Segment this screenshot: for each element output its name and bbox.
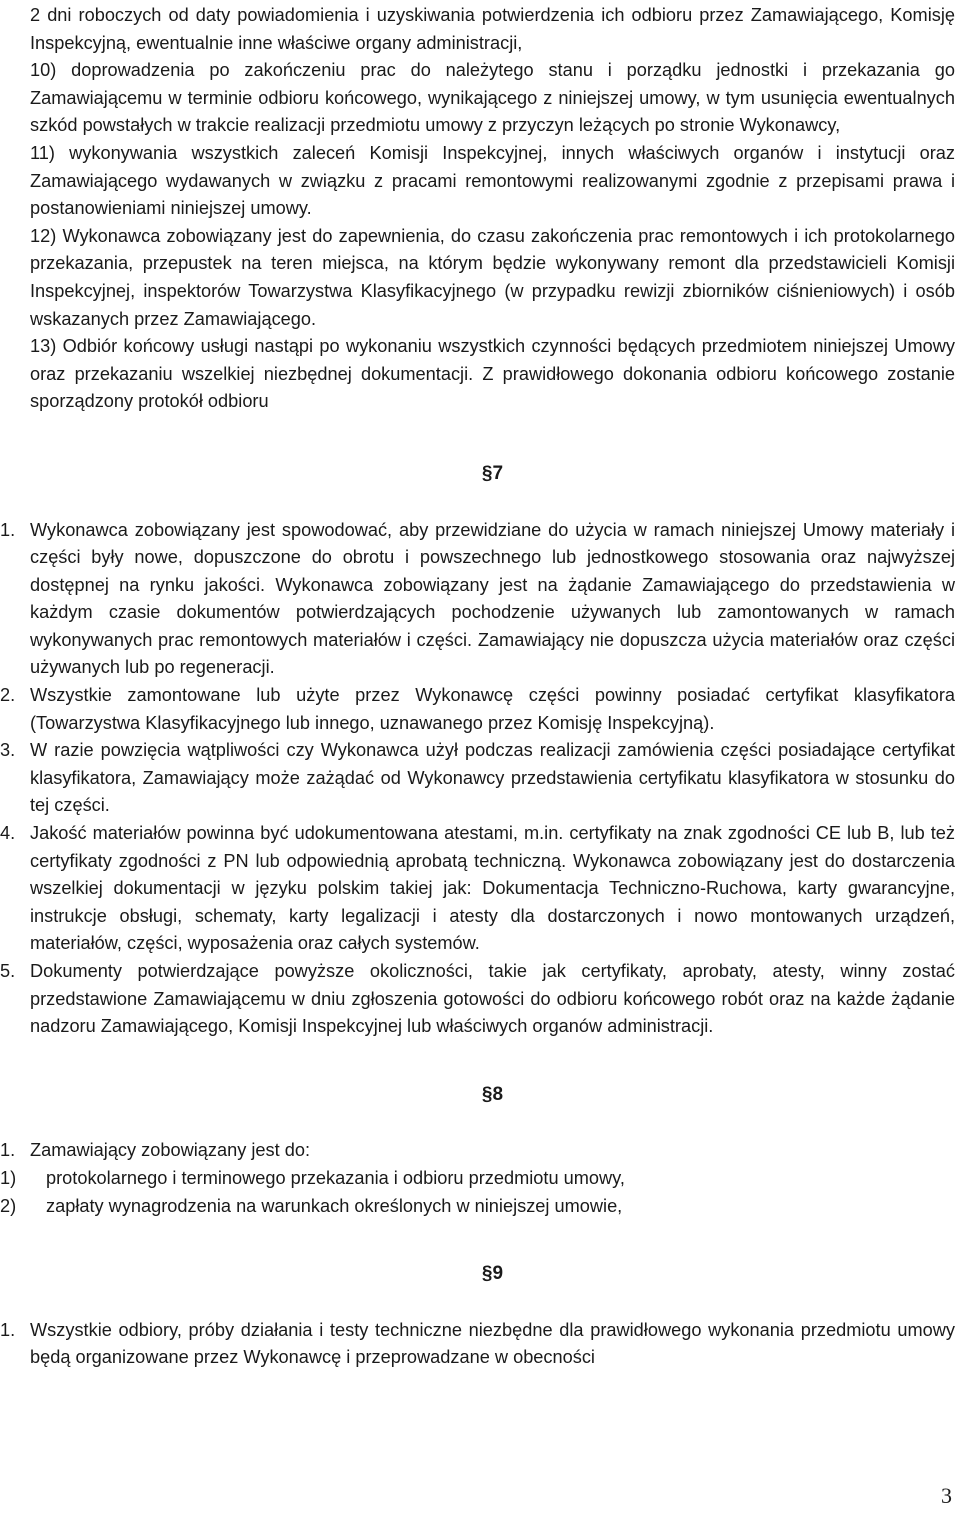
list-item-text: Wszystkie odbiory, próby działania i testy techniczne niezbędne dla prawidłowego wykonania przedmiotu umowy będą organizowane przez Wykonawcę i przeprowadzane w obecności — [30, 1319, 955, 1368]
list-item — [0, 737, 955, 820]
sub-list-item — [0, 1193, 955, 1221]
paragraph-item-11: 11) wykonywania wszystkich zaleceń Komisji Inspekcyjnej, innych właściwych organów i instytucji oraz Zamawiającego wydawanych w związku z pracami remontowymi realizowanymi zgodnie z przepisami prawa i postanowieniami niniejszej umowy. — [30, 142, 955, 219]
list-item-text: Wykonawca zobowiązany jest spowodować, aby przewidziane do użycia w ramach niniejszej Umowy materiały i części były nowe, dopuszczone do obrotu i powszechnego lub jednostkowego stosowania oraz najwyższej dostępnej na rynku jakości. Wykonawca zobowiązany jest na żądanie Zamawiającego do przedstawienia w każdym czasie dokumentów potwierdzających pochodzenie używanych lub zamontowanych w ramach wykonywanych prac remontowych materiałów i części. Zamawiający nie dopuszcza użycia materiałów oraz części używanych lub po regeneracji. — [30, 519, 955, 678]
section-7-list — [0, 517, 955, 1041]
sub-list-item-text: protokolarnego i terminowego przekazania i odbioru przedmiotu umowy, — [46, 1167, 625, 1188]
list-item-text: Jakość materiałów powinna być udokumentowana atestami, m.in. certyfikaty na znak zgodności CE lub B, lub też certyfikaty zgodności z PN lub odpowiednią aprobatą techniczną. Wykonawca zobowiązany jest do dostarczenia wszelkiej dokumentacji w języku polskim takiej jak: Dokumentacja Techniczno-Ruchowa, karty gwarancyjne, instrukcje obsługi, schematy, karty legalizacji i atesty dla dostarczonych i nowo montowanych urządzeń, materiałów, części, wyposażenia oraz całych systemów. — [30, 823, 955, 954]
paragraph-continuation: 2 dni roboczych od daty powiadomienia i uzyskiwania potwierdzenia ich odbioru przez Zamawiającego, Komisję Inspekcyjną, ewentualnie inne właściwe organy administracji, — [30, 5, 955, 53]
section-heading-8: §8 — [481, 1083, 504, 1105]
list-number: 1. — [0, 1140, 16, 1161]
list-item-text: Wszystkie zamontowane lub użyte przez Wykonawcę części powinny posiadać certyfikat klasyfikatora (Towarzystwa Klasyfikacyjnego lub innego, uznawanego przez Komisję Inspekcyjną). — [30, 685, 955, 733]
list-number: 3. — [0, 740, 16, 761]
list-number: 4. — [0, 823, 16, 844]
list-number: 2. — [0, 685, 16, 706]
list-item — [0, 820, 955, 958]
list-item — [0, 958, 955, 1041]
sub-list-item — [0, 1165, 955, 1193]
list-number: 5. — [0, 961, 16, 981]
list-item-text: Zamawiający zobowiązany jest do: — [30, 1140, 311, 1161]
list-item — [0, 1137, 955, 1165]
list-item — [0, 682, 955, 737]
sub-list-item-text: zapłaty wynagrodzenia na warunkach określonych w niniejszej umowie, — [46, 1195, 623, 1216]
sub-list-number: 2) — [0, 1195, 17, 1216]
list-number: 1. — [0, 1319, 16, 1340]
list-number: 1. — [0, 519, 16, 540]
sub-list-number: 1) — [0, 1167, 17, 1188]
section-heading-7: §7 — [481, 462, 504, 484]
paragraph-item-12: 12) Wykonawca zobowiązany jest do zapewnienia, do czasu zakończenia prac remontowych i ich protokolarnego przekazania, przepustek na teren miejsca, na którym będzie wykonywany remont dla przedstawicieli Komisji Inspekcyjnej, inspektorów Towarzystwa Klasyfikacyjnego (w przypadku rewizji zbiorników ciśnieniowych) i osób wskazanych przez Zamawiającego. — [30, 225, 955, 329]
paragraph-item-13: 13) Odbiór końcowy usługi nastąpi po wykonaniu wszystkich czynności będących przedmiotem niniejszej Umowy oraz przekazaniu wszelkiej niezbędnej dokumentacji. Z prawidłowego dokonania odbioru końcowego zostanie sporządzony protokół odbioru — [30, 336, 955, 412]
list-item-text: Dokumenty potwierdzające powyższe okoliczności, takie jak certyfikaty, aprobaty, atesty, winny zostać przedstawione Zamawiającemu w dniu zgłoszenia gotowości do odbioru końcowego robót oraz na każde żądanie nadzoru Zamawiającego, Komisji Inspekcyjnej lub właściwych organów administracji. — [30, 961, 955, 1037]
list-item — [0, 517, 955, 683]
section-heading-9: §9 — [481, 1263, 504, 1285]
list-item-text: W razie powzięcia wątpliwości czy Wykonawca użył podczas realizacji zamówienia części posiadające certyfikat klasyfikatora, Zamawiający może zażądać od Wykonawcy przedstawienia certyfikatu klasyfikatora w stosunku do tej części. — [30, 740, 955, 816]
paragraph-item-10: 10) doprowadzenia po zakończeniu prac do należytego stanu i porządku jednostki i przekazania go Zamawiającemu w terminie odbioru końcowego, wynikającego z niniejszej umowy, w tym usunięcia ewentualnych szkód powstałych w trakcie realizacji przedmiotu umowy z przyczyn leżących po stronie Wykonawcy, — [30, 60, 955, 136]
list-item — [0, 1317, 955, 1372]
page-number: 3 — [941, 1483, 952, 1508]
